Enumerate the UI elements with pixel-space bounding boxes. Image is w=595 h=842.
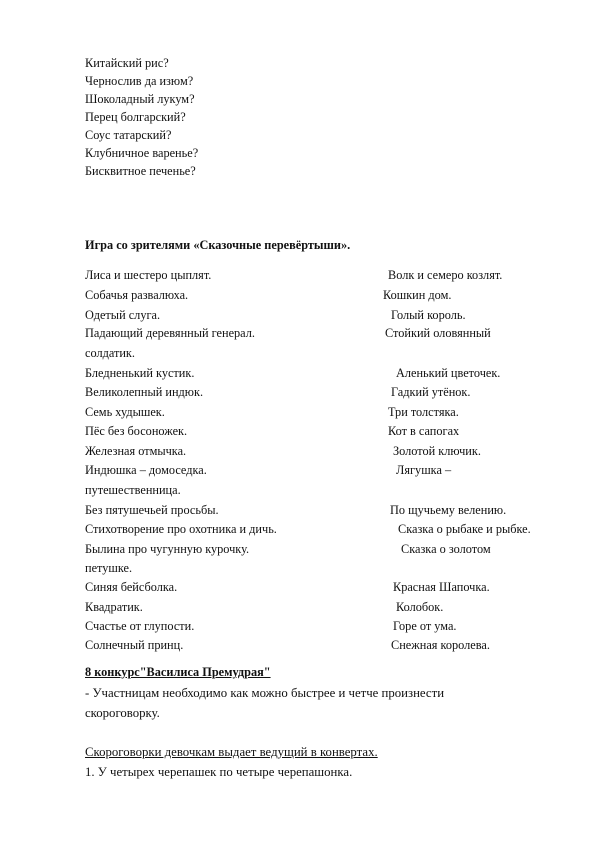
question-line: Чернослив да изюм? [85, 74, 194, 88]
pair-left: солдатик. [85, 346, 135, 360]
question-line: Клубничное варенье? [85, 146, 199, 160]
tongue-twisters-heading: Скороговорки девочкам выдает ведущий в конвертах. [85, 745, 378, 759]
pair-right: Горе от ума. [393, 619, 457, 633]
question-line: Соус татарский? [85, 128, 172, 142]
contest-text-line: скороговорку. [85, 706, 160, 720]
pair-left: Одетый слуга. [85, 308, 161, 322]
pair-right: Гадкий утёнок. [391, 385, 471, 399]
question-line: Китайский рис? [85, 56, 169, 70]
pair-left: Пёс без босоножек. [85, 424, 188, 438]
contest-heading: 8 конкурс"Василиса Премудрая" [85, 665, 271, 679]
pair-right: Три толстяка. [388, 405, 459, 419]
pair-left: Синяя бейсболка. [85, 580, 178, 594]
tongue-twister-item: 1. У четырех черепашек по четыре черепашонка. [85, 765, 353, 779]
pair-right: Сказка о рыбаке и рыбке. [398, 522, 531, 536]
pair-right: Колобок. [396, 600, 444, 614]
pair-left: Былина про чугунную курочку. [85, 542, 250, 556]
pair-left: Великолепный индюк. [85, 385, 204, 399]
pair-left: Без пятушечьей просьбы. [85, 503, 219, 517]
pair-right: Кот в сапогах [388, 424, 460, 438]
pair-right: Стойкий оловянный [385, 326, 491, 340]
question-line: Перец болгарский? [85, 110, 186, 124]
pair-left: Семь худышек. [85, 405, 165, 419]
pair-left: Солнечный принц. [85, 638, 184, 652]
pair-right: Волк и семеро козлят. [388, 268, 503, 282]
game-title: Игра со зрителями «Сказочные перевёртыши». [85, 238, 351, 252]
question-line: Шоколадный лукум? [85, 92, 195, 106]
pair-right: Сказка о золотом [401, 542, 491, 556]
question-line: Бисквитное печенье? [85, 164, 196, 178]
pair-right: Кошкин дом. [383, 288, 452, 302]
pair-left: Падающий деревянный генерал. [85, 326, 255, 340]
pair-left: Стихотворение про охотника и дичь. [85, 522, 277, 536]
pair-left: Бледненький кустик. [85, 366, 195, 380]
pair-right: Золотой ключик. [393, 444, 481, 458]
pair-right: Лягушка – [396, 463, 452, 477]
pair-left: Собачья развалюха. [85, 288, 189, 302]
pair-left: Счастье от глупости. [85, 619, 195, 633]
pair-left: путешественница. [85, 483, 181, 497]
pair-left: петушке. [85, 561, 133, 575]
pair-left: Квадратик. [85, 600, 143, 614]
pair-left: Железная отмычка. [85, 444, 187, 458]
pair-right: Голый король. [391, 308, 466, 322]
pair-left: Индюшка – домоседка. [85, 463, 207, 477]
pair-right: Аленький цветочек. [396, 366, 501, 380]
pair-right: Красная Шапочка. [393, 580, 490, 594]
pair-right: Снежная королева. [391, 638, 490, 652]
pair-right: По щучьему велению. [390, 503, 507, 517]
pair-left: Лиса и шестеро цыплят. [85, 268, 212, 282]
contest-text-line: - Участницам необходимо как можно быстрее и четче произнести [85, 686, 445, 700]
